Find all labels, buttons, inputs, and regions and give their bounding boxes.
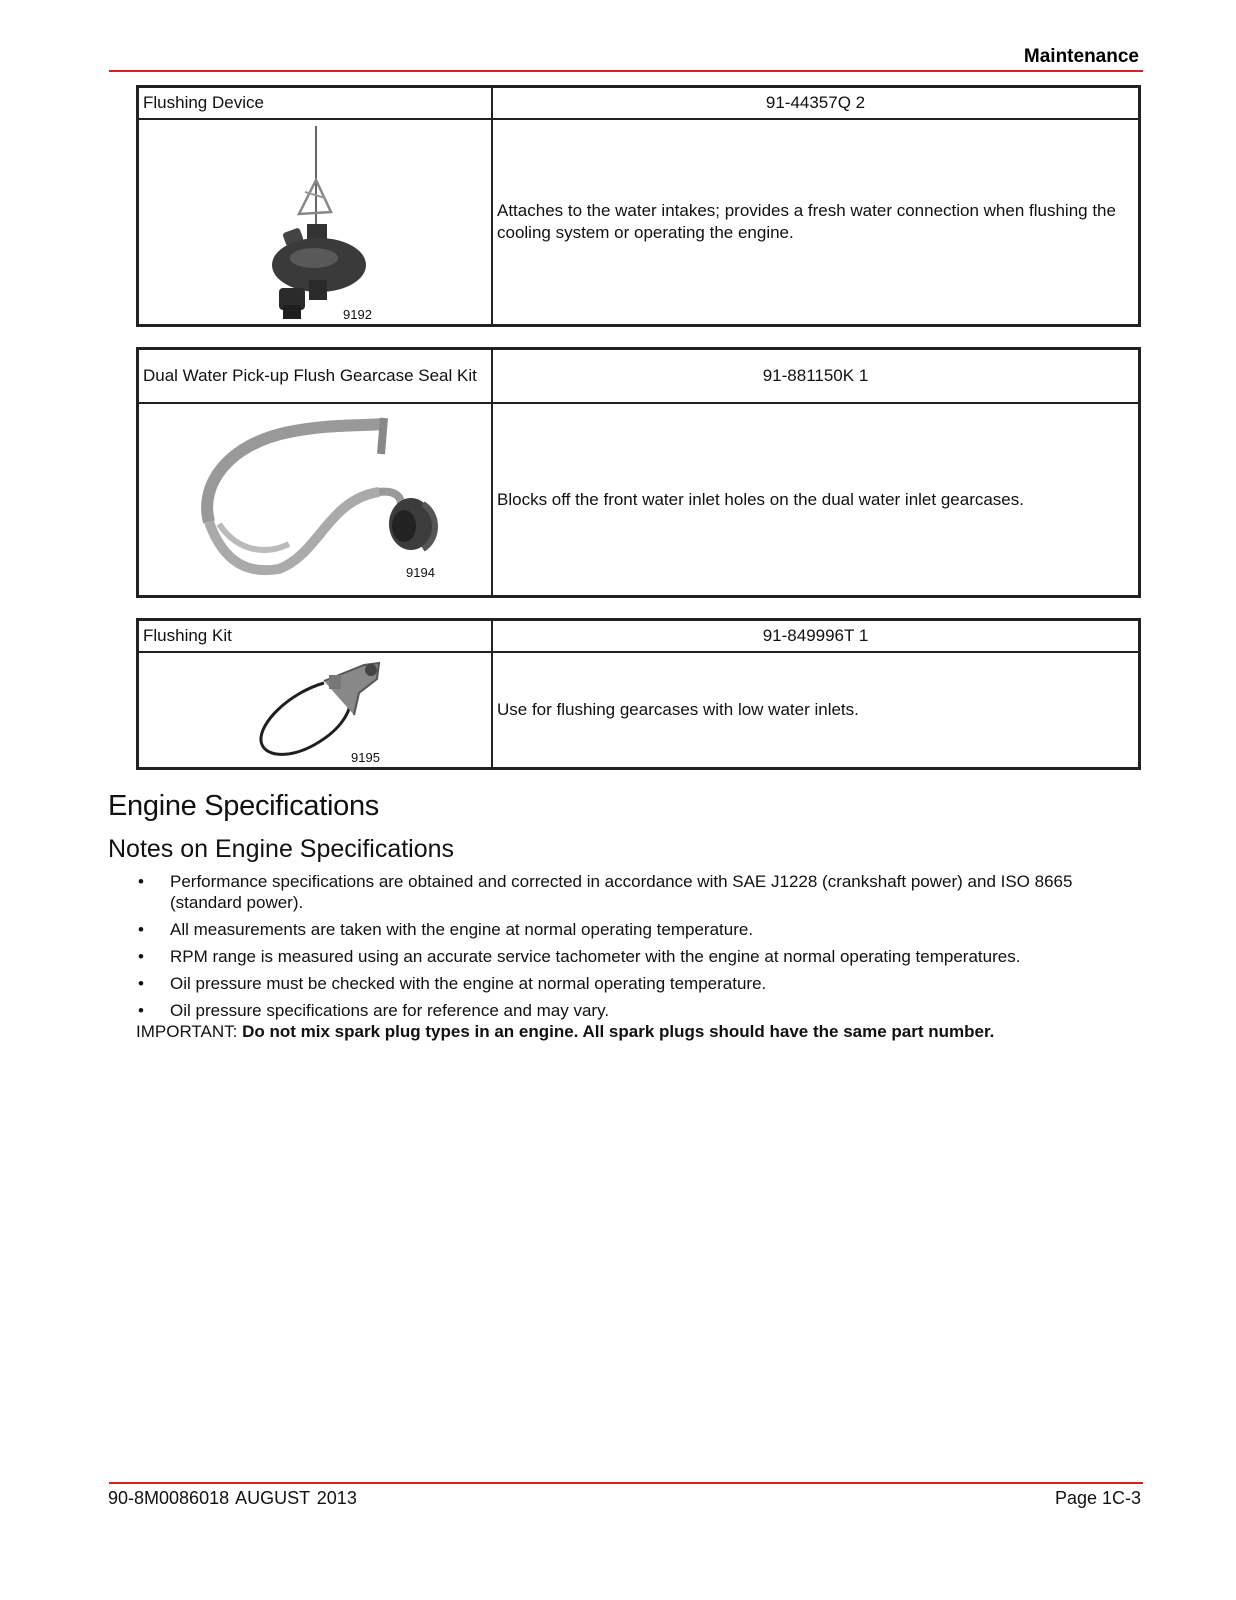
section-title: Engine Specifications (108, 790, 379, 822)
tool-part-number: 91-881150K 1 (492, 349, 1139, 403)
tool-description: Attaches to the water intakes; provides a fresh water connection when flushing the cooling system or operating the engine. (492, 119, 1139, 325)
tool-part-number: 91-849996T 1 (492, 620, 1139, 652)
subsection-title: Notes on Engine Specifications (108, 835, 455, 863)
footer-doc-info: 90-8M0086018 AUGUST 2013 (108, 1488, 357, 1508)
tool-name: Dual Water Pick-up Flush Gearcase Seal Kit (138, 349, 492, 403)
list-item: • RPM range is measured using an accurate service tachometer with the engine at normal operating temperatures. (136, 946, 1126, 967)
tool-table-flushing-device (136, 85, 1141, 327)
important-text: Do not mix spark plug types in an engine. All spark plugs should have the same part number. (242, 1022, 995, 1041)
list-item: • Oil pressure must be checked with the engine at normal operating temperature. (136, 973, 1126, 994)
tool-description: Blocks off the front water inlet holes on the dual water inlet gearcases. (492, 403, 1139, 596)
seal-kit-illustration (139, 404, 491, 597)
tool-name: Flushing Kit (138, 620, 492, 652)
tool-table-flushing-kit (136, 618, 1141, 770)
header-section-title: Maintenance (1023, 46, 1139, 67)
tool-name: Flushing Device (138, 87, 492, 119)
footer-page-number: Page 1C-3 (1054, 1488, 1141, 1508)
notes-list (136, 871, 1126, 1027)
tool-description: Use for flushing gearcases with low water inlets. (492, 652, 1139, 768)
tool-image-cell (138, 652, 492, 768)
tool-image-cell (138, 119, 492, 325)
flushing-device-illustration (139, 120, 491, 326)
figure-number: 9192 (343, 307, 372, 322)
important-label: IMPORTANT: (136, 1022, 238, 1041)
header-rule (109, 70, 1143, 72)
tool-table-seal-kit (136, 347, 1141, 598)
list-item: • Oil pressure specifications are for reference and may vary. (136, 1000, 1126, 1021)
figure-number: 9195 (351, 750, 380, 765)
important-note (136, 1022, 994, 1042)
tool-image-cell (138, 403, 492, 596)
list-item: • All measurements are taken with the engine at normal operating temperature. (136, 919, 1126, 940)
list-item: • Performance specifications are obtained and corrected in accordance with SAE J1228 (crankshaft power) and ISO 8665 (standard power). (136, 871, 1126, 913)
footer-rule (109, 1482, 1143, 1484)
flushing-kit-illustration (139, 653, 491, 769)
figure-number: 9194 (406, 565, 435, 580)
tool-part-number: 91-44357Q 2 (492, 87, 1139, 119)
